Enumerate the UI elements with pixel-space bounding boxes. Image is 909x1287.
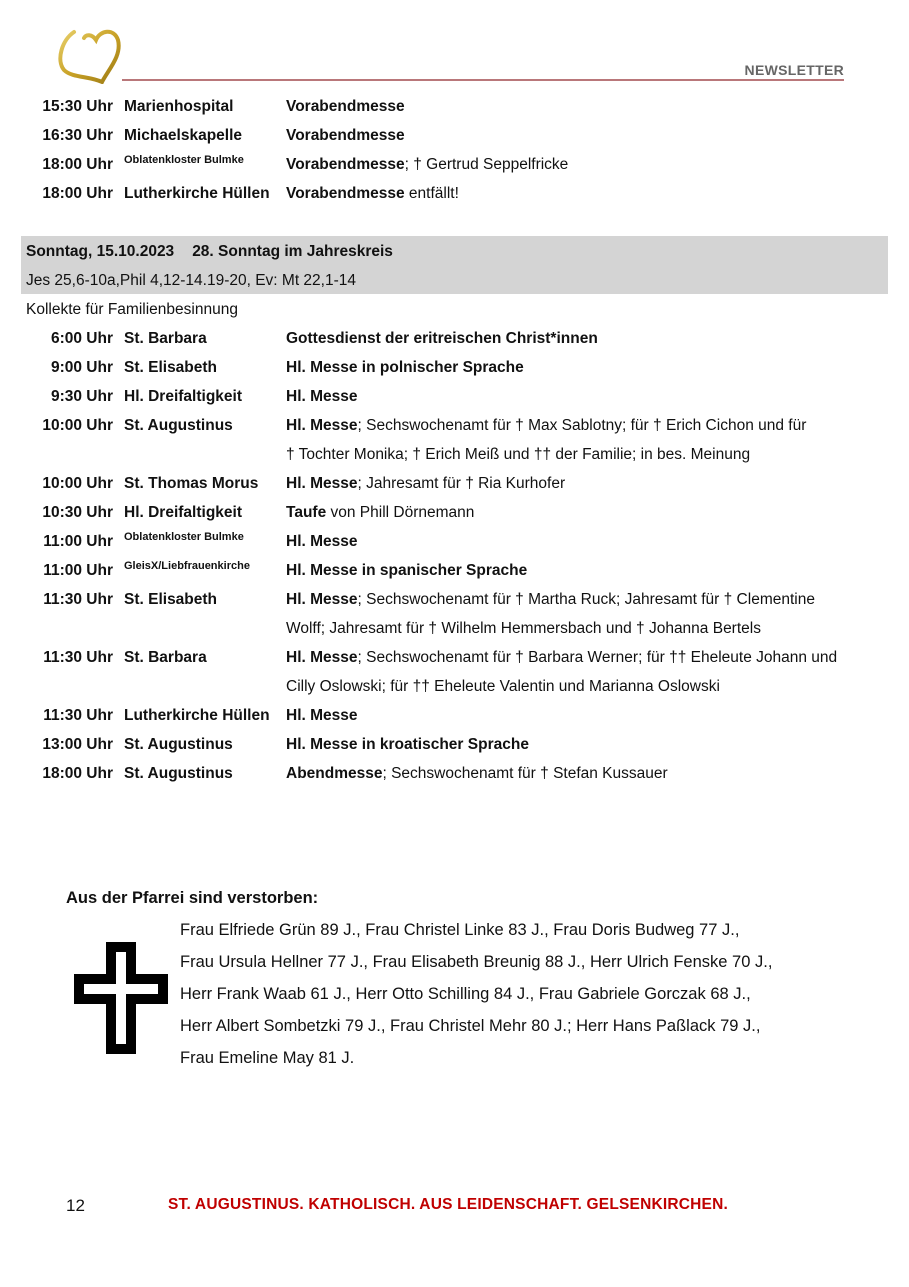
- service-event: [286, 730, 529, 759]
- service-place: GleisX/Liebfrauenkirche: [124, 560, 250, 572]
- service-event-type: Vorabendmesse: [286, 127, 405, 144]
- service-event-type: Hl. Messe: [286, 388, 358, 405]
- service-event-type: Vorabendmesse: [286, 185, 405, 202]
- deceased-line: Frau Emeline May 81 J.: [180, 1049, 355, 1067]
- service-place: Lutherkirche Hüllen: [124, 707, 270, 724]
- sunday-date: Sonntag, 15.10.2023: [26, 243, 175, 260]
- service-event-type: Vorabendmesse: [286, 98, 405, 115]
- service-place: Oblatenkloster Bulmke: [124, 531, 244, 543]
- service-event-details: entfällt!: [404, 185, 459, 202]
- service-event-type: Hl. Messe in kroatischer Sprache: [286, 736, 529, 753]
- service-place: St. Augustinus: [124, 417, 233, 434]
- service-event-details: ; Sechswochenamt für † Martha Ruck; Jahresamt für † Clementine: [357, 591, 815, 608]
- service-time: 10:00 Uhr: [42, 475, 113, 492]
- sunday-heading: [26, 237, 393, 266]
- service-event-type: Hl. Messe in spanischer Sprache: [286, 562, 528, 579]
- sunday-readings: Jes 25,6-10a,Phil 4,12-14.19-20, Ev: Mt 22,1-14: [26, 272, 357, 289]
- service-row: [0, 585, 909, 614]
- service-event: [286, 701, 358, 730]
- service-event: [286, 411, 806, 440]
- service-event-type: Hl. Messe: [286, 417, 358, 434]
- service-event: [286, 92, 405, 121]
- service-place: Hl. Dreifaltigkeit: [124, 388, 242, 405]
- deceased-line: Herr Frank Waab 61 J., Herr Otto Schilling 84 J., Frau Gabriele Gorczak 68 J.,: [180, 985, 751, 1003]
- service-row: [0, 150, 909, 179]
- service-event: [286, 527, 358, 556]
- page-number: 12: [66, 1196, 85, 1215]
- service-time: 13:00 Uhr: [42, 736, 113, 753]
- service-time: 18:00 Uhr: [42, 185, 113, 202]
- header-rule: [122, 79, 844, 81]
- service-place: St. Thomas Morus: [124, 475, 259, 492]
- service-place: St. Augustinus: [124, 736, 233, 753]
- service-place: St. Elisabeth: [124, 359, 218, 376]
- service-event: [286, 643, 837, 672]
- service-row: [0, 92, 909, 121]
- service-event-type: Hl. Messe: [286, 707, 358, 724]
- service-event: [286, 121, 405, 150]
- service-place: Marienhospital: [124, 98, 234, 115]
- service-time: 11:00 Uhr: [43, 533, 113, 550]
- service-row: [0, 759, 909, 788]
- service-event: [286, 382, 358, 411]
- service-time: 6:00 Uhr: [50, 330, 113, 347]
- service-event-type: Hl. Messe in polnischer Sprache: [286, 359, 524, 376]
- deceased-line: Herr Albert Sombetzki 79 J., Frau Christel Mehr 80 J.; Herr Hans Paßlack 79 J.,: [180, 1017, 761, 1035]
- service-event-details-continued: † Tochter Monika; † Erich Meiß und †† der Familie; in bes. Meinung: [286, 446, 751, 463]
- service-time: 11:30 Uhr: [43, 707, 113, 724]
- service-event: [286, 179, 459, 208]
- service-event-type: Hl. Messe: [286, 591, 358, 608]
- service-event: [286, 585, 815, 614]
- service-row: [0, 353, 909, 382]
- heart-logo-icon: [56, 26, 126, 84]
- service-event-type: Abendmesse: [286, 765, 383, 782]
- service-row: [0, 527, 909, 556]
- service-time: 18:00 Uhr: [42, 765, 113, 782]
- service-event: [286, 324, 598, 353]
- service-row: [0, 643, 909, 672]
- deceased-list: [180, 914, 772, 1074]
- service-event: [286, 469, 565, 498]
- service-event-details: ; Sechswochenamt für † Max Sablotny; für † Erich Cichon und für: [357, 417, 807, 434]
- service-time: 11:30 Uhr: [43, 591, 113, 608]
- service-event-details: ; Sechswochenamt für † Barbara Werner; für †† Eheleute Johann und: [357, 649, 838, 666]
- service-time: 11:00 Uhr: [43, 562, 113, 579]
- service-time: 9:30 Uhr: [50, 388, 113, 405]
- service-time: 10:00 Uhr: [42, 417, 113, 434]
- service-event-type: Hl. Messe: [286, 475, 358, 492]
- service-event-type: Hl. Messe: [286, 533, 358, 550]
- service-event: [286, 556, 527, 585]
- service-event-type: Taufe: [286, 504, 327, 521]
- service-row: [0, 121, 909, 150]
- cross-icon: [72, 940, 170, 1056]
- deceased-line: Frau Elfriede Grün 89 J., Frau Christel Linke 83 J., Frau Doris Budweg 77 J.,: [180, 921, 740, 939]
- newsletter-label: NEWSLETTER: [744, 62, 844, 78]
- service-time: 10:30 Uhr: [42, 504, 113, 521]
- service-row: [0, 324, 909, 353]
- service-event-type: Gottesdienst der eritreischen Christ*innen: [286, 330, 598, 347]
- service-event-type: Vorabendmesse: [286, 156, 405, 173]
- service-row: [0, 411, 909, 440]
- service-event-type: Hl. Messe: [286, 649, 358, 666]
- service-event: [286, 759, 668, 788]
- service-place: St. Elisabeth: [124, 591, 218, 608]
- service-event-details-continued: Cilly Oslowski; für †† Eheleute Valentin und Marianna Oslowski: [286, 678, 720, 695]
- service-place: St. Barbara: [124, 649, 207, 666]
- service-row: [0, 730, 909, 759]
- service-row: [0, 179, 909, 208]
- service-row: [0, 701, 909, 730]
- service-time: 18:00 Uhr: [42, 156, 113, 173]
- sunday-feast: 28. Sonntag im Jahreskreis: [192, 243, 393, 260]
- service-event-details: ; † Gertrud Seppelfricke: [404, 156, 569, 173]
- service-row: [0, 382, 909, 411]
- service-row: [0, 556, 909, 585]
- service-event: [286, 353, 524, 382]
- footer-slogan: ST. AUGUSTINUS. KATHOLISCH. AUS LEIDENSCHAFT. GELSENKIRCHEN.: [168, 1196, 728, 1213]
- deceased-title: Aus der Pfarrei sind verstorben:: [66, 889, 319, 907]
- service-place: St. Barbara: [124, 330, 207, 347]
- service-time: 9:00 Uhr: [50, 359, 113, 376]
- service-row: [0, 469, 909, 498]
- collection-note: Kollekte für Familienbesinnung: [26, 301, 238, 318]
- service-event-details: von Phill Dörnemann: [326, 504, 475, 521]
- service-place: Oblatenkloster Bulmke: [124, 154, 244, 166]
- deceased-line: Frau Ursula Hellner 77 J., Frau Elisabeth Breunig 88 J., Herr Ulrich Fenske 70 J.,: [180, 953, 773, 971]
- service-time: 16:30 Uhr: [42, 127, 113, 144]
- service-place: Michaelskapelle: [124, 127, 243, 144]
- service-event-details-continued: Wolff; Jahresamt für † Wilhelm Hemmersbach und † Johanna Bertels: [286, 620, 761, 637]
- service-event: [286, 150, 568, 179]
- service-event: [286, 498, 474, 527]
- service-time: 11:30 Uhr: [43, 649, 113, 666]
- service-time: 15:30 Uhr: [42, 98, 113, 115]
- service-row: [0, 498, 909, 527]
- service-place: St. Augustinus: [124, 765, 233, 782]
- service-event-details: ; Sechswochenamt für † Stefan Kussauer: [382, 765, 668, 782]
- service-event-details: ; Jahresamt für † Ria Kurhofer: [357, 475, 566, 492]
- service-place: Hl. Dreifaltigkeit: [124, 504, 242, 521]
- service-place: Lutherkirche Hüllen: [124, 185, 270, 202]
